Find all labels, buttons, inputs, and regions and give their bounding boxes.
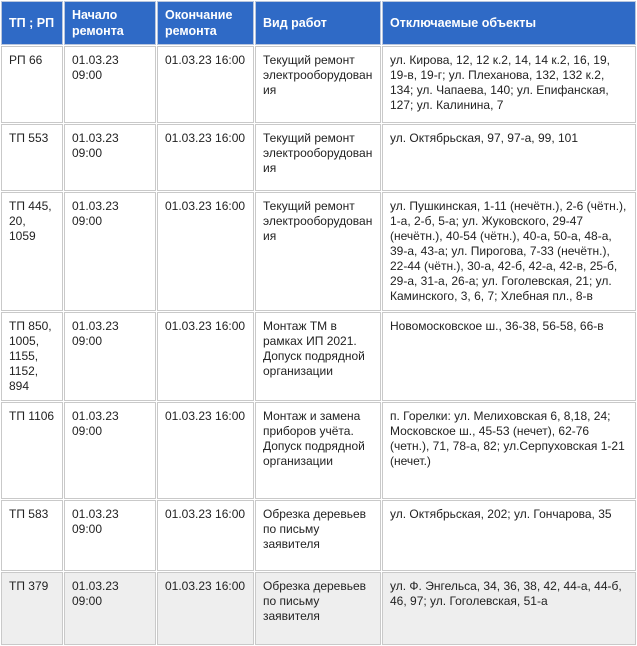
cell-repair-end: 01.03.23 16:00 <box>157 402 254 499</box>
table-row <box>1 192 636 311</box>
cell-tp-rp: ТП 583 <box>1 500 63 571</box>
table-header <box>1 1 636 45</box>
cell-disconnected-objects: Новомосковское ш., 36-38, 56-58, 66-в <box>382 312 636 401</box>
cell-repair-end: 01.03.23 16:00 <box>157 500 254 571</box>
cell-disconnected-objects: ул. Октябрьская, 202; ул. Гончарова, 35 <box>382 500 636 571</box>
cell-repair-start: 01.03.23 09:00 <box>64 402 156 499</box>
cell-disconnected-objects: ул. Октябрьская, 97, 97-а, 99, 101 <box>382 124 636 191</box>
cell-disconnected-objects: ул. Ф. Энгельса, 34, 36, 38, 42, 44-а, 44-б, 46, 97; ул. Гоголевская, 51-а <box>382 572 636 645</box>
col-header-repair-end: Окончание ремонта <box>157 1 254 45</box>
table-row <box>1 312 636 401</box>
header-row <box>1 1 636 45</box>
cell-work-type: Монтаж ТМ в рамках ИП 2021. Допуск подрядной организации <box>255 312 381 401</box>
cell-repair-start: 01.03.23 09:00 <box>64 500 156 571</box>
table-row <box>1 124 636 191</box>
cell-repair-start: 01.03.23 09:00 <box>64 124 156 191</box>
cell-tp-rp: ТП 850, 1005, 1155, 1152, 894 <box>1 312 63 401</box>
cell-repair-end: 01.03.23 16:00 <box>157 192 254 311</box>
col-header-disconnected-objects: Отключаемые объекты <box>382 1 636 45</box>
cell-work-type: Текущий ремонт электрооборудования <box>255 124 381 191</box>
cell-work-type: Обрезка деревьев по письму заявителя <box>255 572 381 645</box>
table-row <box>1 572 636 645</box>
cell-tp-rp: ТП 1106 <box>1 402 63 499</box>
cell-repair-start: 01.03.23 09:00 <box>64 312 156 401</box>
cell-repair-end: 01.03.23 16:00 <box>157 572 254 645</box>
table-body <box>1 46 636 645</box>
col-header-tp-rp: ТП ; РП <box>1 1 63 45</box>
cell-tp-rp: ТП 553 <box>1 124 63 191</box>
cell-repair-start: 01.03.23 09:00 <box>64 572 156 645</box>
cell-work-type: Текущий ремонт электрооборудования <box>255 192 381 311</box>
cell-tp-rp: ТП 445, 20, 1059 <box>1 192 63 311</box>
table-row <box>1 46 636 123</box>
cell-repair-end: 01.03.23 16:00 <box>157 312 254 401</box>
table-row <box>1 500 636 571</box>
cell-disconnected-objects: п. Горелки: ул. Мелиховская 6, 8,18, 24; Московское ш., 45-53 (нечет), 62-76 (четн.), 71, 78-а, 82; ул.Серпуховская 1-21 (нечет.) <box>382 402 636 499</box>
cell-repair-end: 01.03.23 16:00 <box>157 124 254 191</box>
cell-disconnected-objects: ул. Пушкинская, 1-11 (нечётн.), 2-6 (чётн.), 1-а, 2-б, 5-а; ул. Жуковского, 29-47 (нечётн.), 40-54 (чётн.), 40-а, 50-а, 48-а, 39-а, 43-а; ул. Пирогова, 7-33 (нечётн.), 22-44 (чётн.), 30-а, 42-б, 42-а, 42-в, 25-б, 29-а, 31-а, 26-а; ул. Гоголевская, 21; ул. Каминского, 3, 6, 7; Хлебная пл., 8-в <box>382 192 636 311</box>
cell-tp-rp: РП 66 <box>1 46 63 123</box>
cell-work-type: Текущий ремонт электрооборудования <box>255 46 381 123</box>
col-header-repair-start: Начало ремонта <box>64 1 156 45</box>
table-row <box>1 402 636 499</box>
cell-repair-start: 01.03.23 09:00 <box>64 192 156 311</box>
cell-repair-end: 01.03.23 16:00 <box>157 46 254 123</box>
cell-tp-rp: ТП 379 <box>1 572 63 645</box>
col-header-work-type: Вид работ <box>255 1 381 45</box>
cell-disconnected-objects: ул. Кирова, 12, 12 к.2, 14, 14 к.2, 16, 19, 19-в, 19-г; ул. Плеханова, 132, 132 к.2, 134; ул. Чапаева, 140; ул. Епифанская, 127; ул. Калинина, 7 <box>382 46 636 123</box>
cell-repair-start: 01.03.23 09:00 <box>64 46 156 123</box>
cell-work-type: Обрезка деревьев по письму заявителя <box>255 500 381 571</box>
cell-work-type: Монтаж и замена приборов учёта. Допуск подрядной организации <box>255 402 381 499</box>
